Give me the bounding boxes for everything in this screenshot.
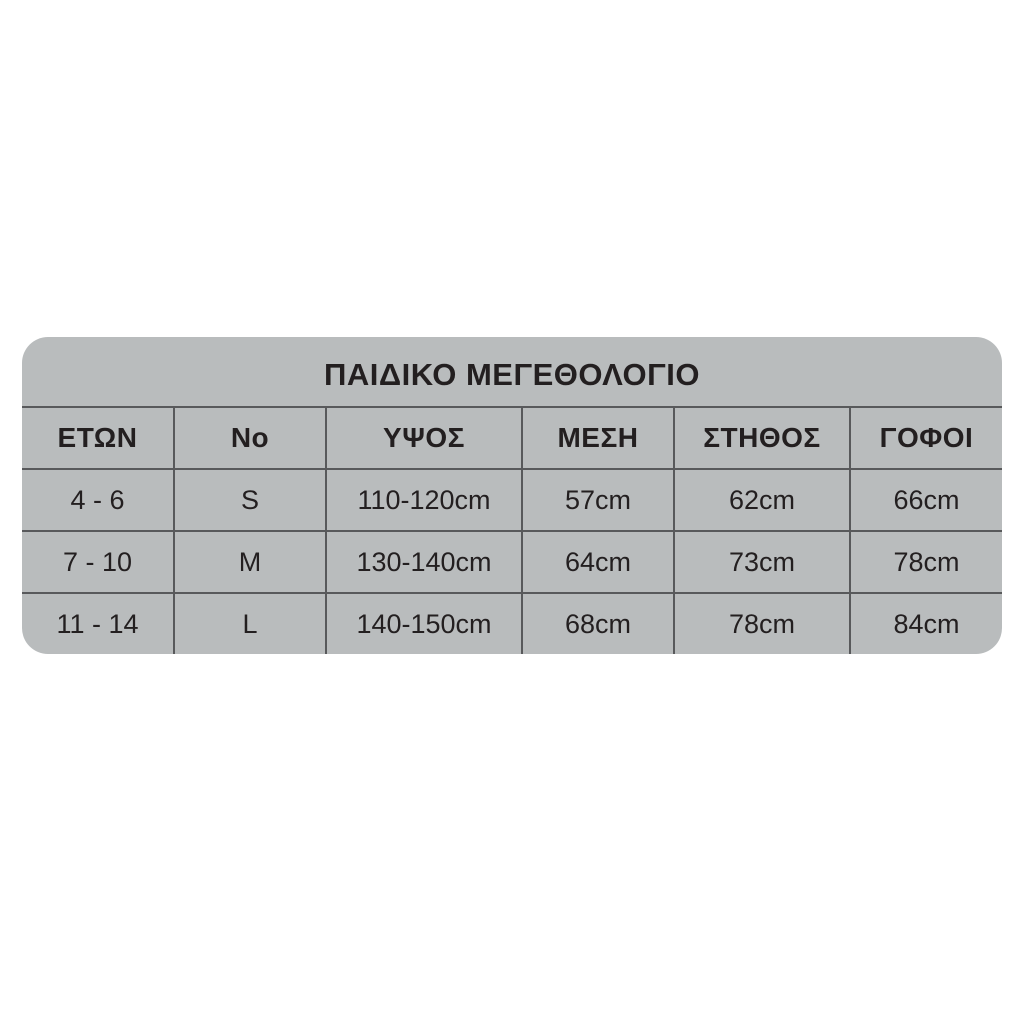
column-header-waist: ΜΕΣΗ bbox=[522, 407, 674, 469]
cell-waist: 68cm bbox=[522, 593, 674, 654]
column-header-height: ΥΨΟΣ bbox=[326, 407, 522, 469]
column-header-age: ΕΤΩΝ bbox=[22, 407, 174, 469]
table-row bbox=[22, 593, 1002, 654]
cell-height: 130-140cm bbox=[326, 531, 522, 593]
size-chart-table bbox=[22, 337, 1002, 654]
column-header-hips: ΓΟΦΟΙ bbox=[850, 407, 1002, 469]
column-header-chest: ΣΤΗΘΟΣ bbox=[674, 407, 850, 469]
column-header-size: No bbox=[174, 407, 326, 469]
cell-hips: 78cm bbox=[850, 531, 1002, 593]
cell-chest: 62cm bbox=[674, 469, 850, 531]
cell-height: 110-120cm bbox=[326, 469, 522, 531]
cell-hips: 66cm bbox=[850, 469, 1002, 531]
cell-hips: 84cm bbox=[850, 593, 1002, 654]
table-row bbox=[22, 469, 1002, 531]
cell-waist: 64cm bbox=[522, 531, 674, 593]
table-header-row bbox=[22, 407, 1002, 469]
table-row bbox=[22, 531, 1002, 593]
cell-chest: 78cm bbox=[674, 593, 850, 654]
cell-height: 140-150cm bbox=[326, 593, 522, 654]
cell-age: 4 - 6 bbox=[22, 469, 174, 531]
measurements-table bbox=[22, 406, 1002, 654]
cell-waist: 57cm bbox=[522, 469, 674, 531]
cell-chest: 73cm bbox=[674, 531, 850, 593]
cell-age: 7 - 10 bbox=[22, 531, 174, 593]
cell-age: 11 - 14 bbox=[22, 593, 174, 654]
cell-size: S bbox=[174, 469, 326, 531]
cell-size: L bbox=[174, 593, 326, 654]
cell-size: M bbox=[174, 531, 326, 593]
page-title: ΠΑΙΔΙΚΟ ΜΕΓΕΘΟΛΟΓΙΟ bbox=[324, 357, 700, 392]
